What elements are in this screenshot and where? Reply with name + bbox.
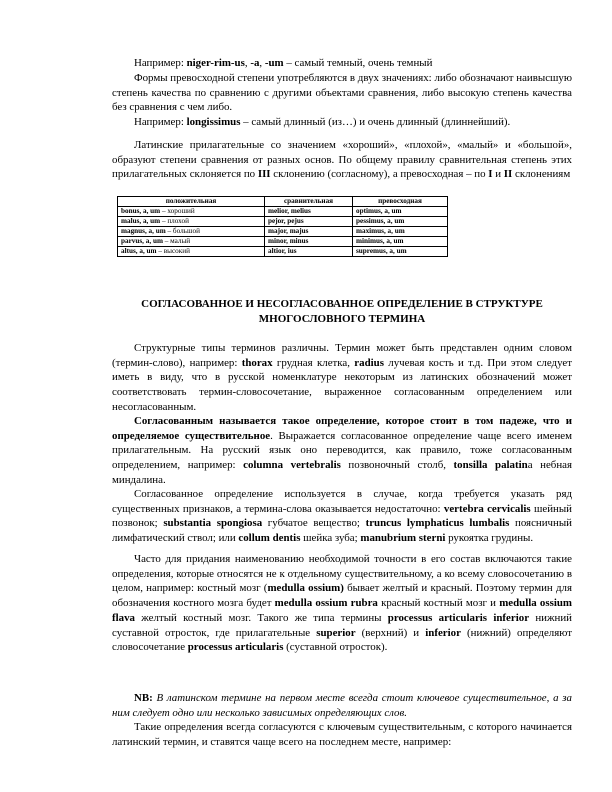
- column-header: положительная: [118, 197, 265, 207]
- superlative-form: optimus, a, um: [356, 207, 402, 215]
- comparison-table: [117, 196, 448, 257]
- table-cell: [265, 207, 353, 217]
- text: поясничный лимфатический ствол; или: [112, 517, 573, 545]
- comparative-form: melior, melius: [268, 207, 311, 215]
- translation: – плохой: [160, 217, 189, 225]
- text: шейка зуба;: [300, 532, 361, 545]
- paragraph-irregular-adjectives: [112, 138, 572, 182]
- text: Согласованное определение используется в случае, когда требуется указать ряд существенных признаков, а термина-слова оказывается недостаточно:: [112, 488, 572, 515]
- text: рукоятка грудины.: [445, 532, 534, 545]
- comparative-form: pejor, pejus: [268, 217, 304, 225]
- column-header: превосходная: [353, 197, 448, 207]
- text: губчатое вещество;: [262, 517, 366, 530]
- latin-term: inferior: [425, 626, 461, 639]
- text: грудная клетка,: [272, 356, 355, 369]
- latin-ending: -a: [250, 57, 260, 69]
- table-cell: [353, 207, 448, 217]
- latin-term: medulla ossium flava: [112, 597, 572, 624]
- paragraph-example-niger: [112, 56, 572, 71]
- latin-term: medulla ossium rubra: [274, 597, 378, 610]
- table-cell: [265, 237, 353, 247]
- text: склонению (согласному), а превосходная – по: [270, 168, 489, 181]
- text: склонениям: [512, 168, 571, 181]
- superlative-form: maximus, a, um: [356, 227, 405, 235]
- text: позвоночный столб,: [340, 459, 454, 472]
- table-cell: [118, 247, 265, 257]
- paragraph-placement: Такие определения всегда согласуются с ключевым существительным, с которого начинается латинский термин, и ставятся чаще всего на последнем месте, например:: [112, 721, 572, 748]
- latin-term: thorax: [241, 356, 273, 369]
- table-header-row: [118, 197, 448, 207]
- latin-term: longissimus: [186, 116, 241, 128]
- text: желтый костный мозг. Такого же типа термины: [135, 611, 388, 624]
- text: Структурные типы терминов различны. Термин может быть представлен одним словом (термин-слово), например:: [112, 342, 572, 369]
- declension-number: I: [488, 168, 493, 181]
- table-row: [118, 237, 448, 247]
- text: a: [527, 459, 533, 472]
- text: . Выражается согласованное определение чаще всего именем прилагательным. На русский язык оно переводится, как правило, тоже согласованным определением, например:: [112, 429, 573, 472]
- paragraph-precision: [112, 552, 572, 655]
- table-cell: [118, 207, 265, 217]
- superlative-form: pessimus, a, um: [356, 217, 405, 225]
- table-row: [118, 207, 448, 217]
- text: ,: [259, 57, 265, 69]
- latin-term: medulla ossium): [267, 582, 344, 595]
- translation: – высокий: [156, 247, 190, 255]
- latin-term: columna vertebralis: [243, 459, 341, 472]
- table-cell: [265, 217, 353, 227]
- table-cell: [353, 237, 448, 247]
- table-cell: [118, 227, 265, 237]
- table-cell: [265, 227, 353, 237]
- latin-term: collum dentis: [238, 532, 301, 545]
- latin-word: malus, a, um: [121, 217, 161, 225]
- text: и: [492, 168, 504, 181]
- latin-term: tonsilla palatin: [453, 459, 528, 472]
- latin-term: processus articularis inferior: [387, 611, 530, 624]
- paragraph-agreed-usage: [112, 487, 572, 546]
- latin-word: altus, a, um: [121, 247, 157, 255]
- text: (суставной отросток).: [283, 641, 388, 654]
- nb-label: NB:: [134, 692, 153, 704]
- text: Например:: [134, 57, 187, 69]
- text: шейный позвонок;: [112, 502, 572, 530]
- table-cell: [118, 237, 265, 247]
- translation: – хороший: [160, 207, 195, 215]
- latin-word: magnus, a, um: [121, 227, 166, 235]
- translation: – большой: [165, 227, 200, 235]
- paragraph-agreed-definition: [112, 414, 572, 488]
- text: красный костный мозг и: [377, 597, 500, 610]
- text: Например:: [134, 116, 187, 128]
- table-row: [118, 247, 448, 257]
- text: бывает желтый и красный. Поэтому термин для обозначения костного мозга будет: [112, 582, 572, 610]
- table-cell: [353, 227, 448, 237]
- text: лучевая кость и т.д. При этом следует иметь в виду, что в русской номенклатуре некоторым из латинских обозначений может соответствовать термин-словосочетание, выраженное согласованным определением или несогласованным.: [112, 356, 572, 413]
- nb-text: В латинском термине на первом месте всегда стоит ключевое существительное, а за ним следует одно или несколько зависимых определяющих слов.: [112, 692, 572, 719]
- latin-word: parvus, a, um: [121, 237, 163, 245]
- comparative-form: major, majus: [268, 227, 309, 235]
- latin-word: bonus, a, um: [121, 207, 161, 215]
- definition-emphasis: Согласованным называется такое определение, которое стоит в том падеже, что и определяемое существительное: [112, 415, 572, 442]
- column-header: сравнительная: [265, 197, 353, 207]
- table-row: [118, 227, 448, 237]
- comparative-form: minor, minus: [268, 237, 309, 245]
- section-heading: СОГЛАСОВАННОЕ И НЕСОГЛАСОВАННОЕ ОПРЕДЕЛЕНИЕ В СТРУКТУРЕ МНОГОСЛОВНОГО ТЕРМИНА: [141, 298, 543, 325]
- latin-term: manubrium sterni: [360, 532, 446, 545]
- table-row: [118, 217, 448, 227]
- text: Часто для придания наименованию необходимой точности в его состав включаются такие определения, которые относятся не к отдельному существительному, а ко всему словосочетанию в целом, например: костный мозг (: [112, 553, 572, 595]
- text: Латинские прилагательные со значением «хороший», «плохой», «малый» и «большой», образуют степени сравнения от разных основ. По общему правилу сравнительная степень этих прилагательных склоняется по: [112, 139, 572, 181]
- latin-term: processus articularis: [187, 641, 284, 654]
- superlative-form: supremus, a, um: [356, 247, 407, 255]
- table-cell: [265, 247, 353, 257]
- table-cell: [118, 217, 265, 227]
- paragraph-superlative-forms: Формы превосходной степени употребляются в двух значениях: либо обозначают наивысшую степень качества по сравнению с другими объектами сравнения, либо высокую степень качества без сравнения с чем либо.: [112, 72, 572, 114]
- text: ,: [244, 57, 251, 69]
- text: (нижний) определяют словосочетание: [112, 626, 573, 654]
- declension-number: III: [257, 168, 271, 181]
- declension-number: II: [503, 168, 513, 181]
- text: – самый длинный (из…) и очень длинный (длиннейший).: [240, 116, 511, 128]
- translation: – малый: [162, 237, 191, 245]
- latin-ending: -um: [264, 57, 284, 69]
- comparative-form: altior, ius: [268, 247, 297, 255]
- table-cell: [353, 217, 448, 227]
- paragraph-nb-note: [112, 691, 572, 720]
- latin-term: vertebra cervicalis: [443, 502, 531, 515]
- latin-term: substantia spongiosa: [163, 517, 263, 530]
- latin-term: superior: [316, 626, 356, 639]
- text: (верхний) и: [355, 626, 426, 639]
- text: небная миндалина.: [112, 459, 572, 486]
- text: нижний суставной отросток, где прилагательные: [112, 611, 572, 639]
- latin-term: truncus lymphaticus lumbalis: [365, 517, 510, 530]
- superlative-form: minimus, a, um: [356, 237, 404, 245]
- paragraph-example-longissimus: [112, 115, 572, 130]
- table-cell: [353, 247, 448, 257]
- paragraph-term-types: [112, 341, 572, 415]
- latin-term: niger-rim-us: [186, 57, 245, 69]
- latin-term: radius: [354, 356, 384, 369]
- text: – самый темный, очень темный: [283, 57, 433, 69]
